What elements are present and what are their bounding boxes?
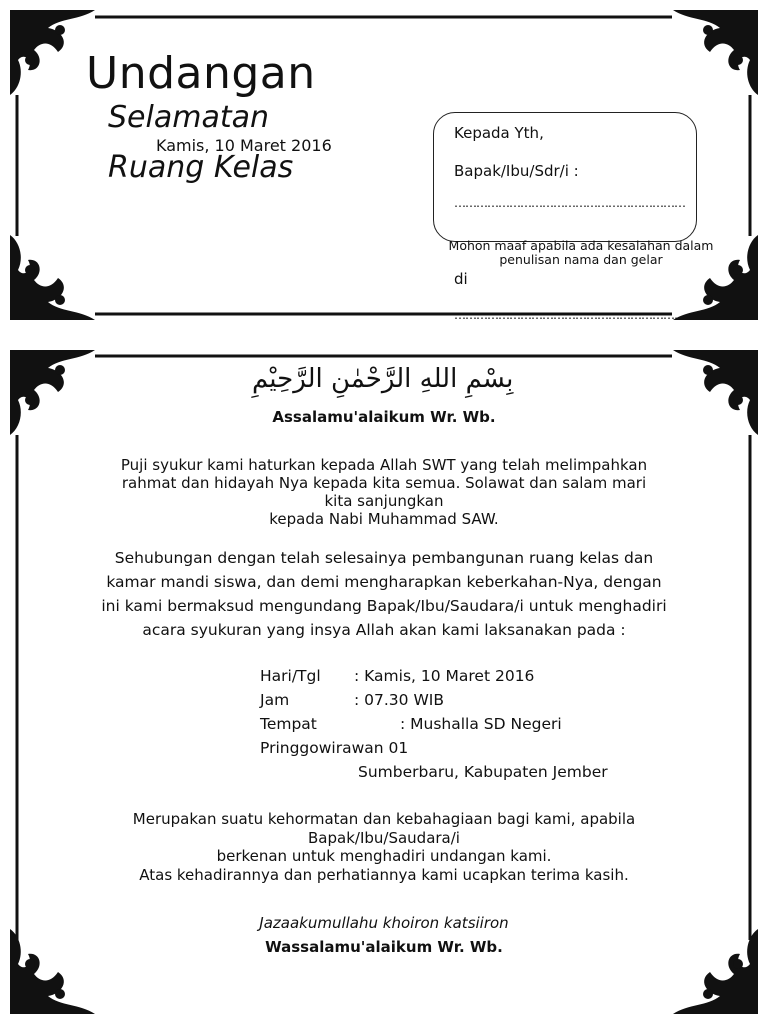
location-label: di — [454, 270, 468, 288]
apology-text: Mohon maaf apabila ada kesalahan dalam penulisan nama dan gelar — [448, 238, 714, 267]
place-value-line2: Pringgowirawan 01 — [260, 739, 409, 757]
paragraph-praise: Puji syukur kami haturkan kepada Allah SWT yang telah melimpahkan rahmat dan hidayah Nya kepada kita semua. Solawat dan salam mari kita sanjungkan kepada Nabi Muhammad SAW. — [120, 456, 648, 528]
day-value: : Kamis, 10 Maret 2016 — [354, 667, 535, 685]
closing-prayer: Jazaakumullahu khoiron katsiiron — [259, 914, 509, 932]
recipient-name-blank: ……………………………………………………… — [454, 196, 685, 210]
location-blank: ……………………………………………………… — [454, 308, 685, 322]
opening-greeting: Assalamu'alaikum Wr. Wb. — [272, 408, 496, 426]
closing-greeting: Wassalamu'alaikum Wr. Wb. — [265, 938, 503, 956]
corner-ornament-icon — [10, 10, 95, 95]
recipient-greeting: Kepada Yth, — [454, 124, 544, 142]
paragraph-closing: Merupakan suatu kehormatan dan kebahagiaan bagi kami, apabila Bapak/Ibu/Saudara/i berkenan untuk menghadiri undangan kami. Atas kehadirannya dan perhatiannya kami ucapkan terima kasih. — [132, 810, 636, 884]
event-subtitle: Selamatan — [108, 100, 269, 135]
day-label: Hari/Tgl — [260, 667, 321, 685]
place-label: Tempat — [260, 715, 317, 733]
invitation-title: Undangan — [86, 48, 316, 99]
time-label: Jam — [260, 691, 290, 709]
place-value-line3: Sumberbaru, Kabupaten Jember — [358, 763, 608, 781]
time-value: : 07.30 WIB — [354, 691, 444, 709]
bismillah-calligraphy: بِسْمِ اللهِ الرَّحْمٰنِ الرَّحِيْمِ — [252, 364, 514, 394]
place-value: : Mushalla SD Negeri — [400, 715, 562, 733]
event-date: Kamis, 10 Maret 2016 — [156, 136, 332, 155]
invitation-cover-card — [0, 0, 768, 330]
recipient-label: Bapak/Ibu/Sdr/i : — [454, 162, 579, 180]
paragraph-purpose: Sehubungan dengan telah selesainya pembangunan ruang kelas dan kamar mandi siswa, dan demi mengharapkan keberkahan-Nya, dengan ini kami bermaksud mengundang Bapak/Ibu/Saudara/i untuk menghadiri acara syukuran yang insya Allah akan kami laksanakan pada : — [101, 549, 667, 639]
apology-note — [446, 239, 716, 267]
event-subtitle-2: Ruang Kelas — [108, 150, 294, 185]
